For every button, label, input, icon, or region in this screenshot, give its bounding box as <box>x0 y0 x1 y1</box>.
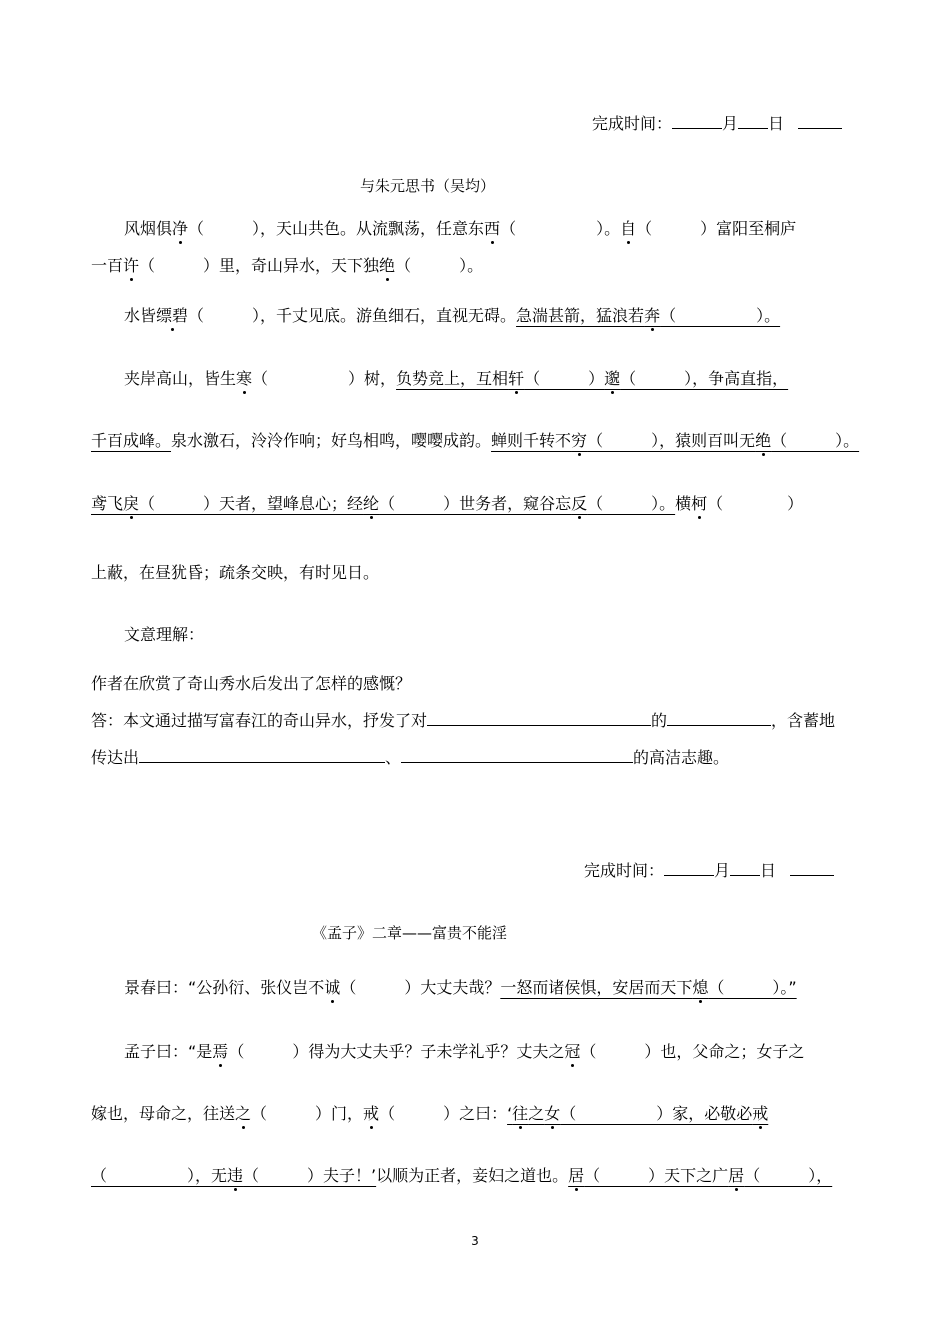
passage-line: 风烟俱净（ ），天山共色。从流飘荡，任意东西（ ）。自（ ）富阳至桐庐 <box>124 219 797 238</box>
passage-line: 一百许（ ）里，奇山异水，天下独绝（ ）。 <box>91 256 484 275</box>
extra-blank[interactable] <box>790 860 834 876</box>
answer-text: 的高洁志趣。 <box>633 748 730 767</box>
month-label: 月 <box>722 114 739 133</box>
passage-line: 鸢飞戾（ ）天者，望峰息心；经纶（ ）世务者，窥谷忘反（ ）。横柯（ ） <box>91 494 804 513</box>
passage-title-2: 《孟子》二章——富贵不能淫 <box>312 924 508 942</box>
question-text: 作者在欣赏了奇山秀水后发出了怎样的感慨？ <box>91 674 412 693</box>
answer-text: 的 <box>651 711 668 730</box>
completion-time-1 <box>592 112 842 136</box>
month-blank[interactable] <box>672 113 722 129</box>
time-label: 完成时间： <box>584 861 665 880</box>
passage-line: 夹岸高山，皆生寒（ ）树，负势竞上，互相轩（ ）邈（ ），争高直指， <box>124 369 789 388</box>
answer-line-2 <box>91 746 729 770</box>
day-label: 日 <box>760 861 777 880</box>
passage-line: 上蔽，在昼犹昏；疏条交映，有时见日。 <box>91 563 380 582</box>
day-blank[interactable] <box>738 113 768 129</box>
answer-text: ，含蓄地 <box>771 711 836 730</box>
passage-line: 孟子曰：“是焉（ ）得为大丈夫乎？子未学礼乎？丈夫之冠（ ）也，父命之；女子之 <box>124 1042 805 1061</box>
answer-text: 答：本文通过描写富春江的奇山异水，抒发了对 <box>91 711 428 730</box>
day-blank[interactable] <box>730 860 760 876</box>
month-blank[interactable] <box>664 860 714 876</box>
passage-line: 嫁也，母命之，往送之（ ）门，戒（ ）之曰：‘往之女（ ）家，必敬必戒 <box>91 1104 769 1123</box>
answer-line-1 <box>91 709 835 733</box>
day-label: 日 <box>768 114 785 133</box>
answer-blank[interactable] <box>427 710 651 726</box>
answer-blank[interactable] <box>401 747 633 763</box>
answer-text: 传达出 <box>91 748 140 767</box>
answer-text: 、 <box>385 748 402 767</box>
passage-line: 水皆缥碧（ ），千丈见底。游鱼细石，直视无碍。急湍甚箭，猛浪若奔（ ）。 <box>124 306 781 325</box>
answer-blank[interactable] <box>667 710 771 726</box>
passage-title-1: 与朱元思书（吴均） <box>360 177 496 195</box>
time-label: 完成时间： <box>592 114 673 133</box>
passage-line: （ ），无违（ ）夫子！’以顺为正者，妾妇之道也。居（ ）天下之广居（ ）， <box>91 1166 833 1185</box>
month-label: 月 <box>714 861 731 880</box>
passage-line: 景春曰：“公孙衍、张仪岂不诚（ ）大丈夫哉？一怒而诸侯惧，安居而天下熄（ ）。” <box>124 978 797 997</box>
answer-blank[interactable] <box>139 747 385 763</box>
passage-line: 千百成峰。泉水激石，泠泠作响；好鸟相鸣，嘤嘤成韵。蝉则千转不穷（ ），猿则百叫无绝（ ）。 <box>91 431 860 450</box>
comprehension-heading: 文意理解： <box>124 625 205 644</box>
completion-time-2 <box>584 859 834 883</box>
page-number: 3 <box>471 1234 479 1248</box>
extra-blank[interactable] <box>798 113 842 129</box>
